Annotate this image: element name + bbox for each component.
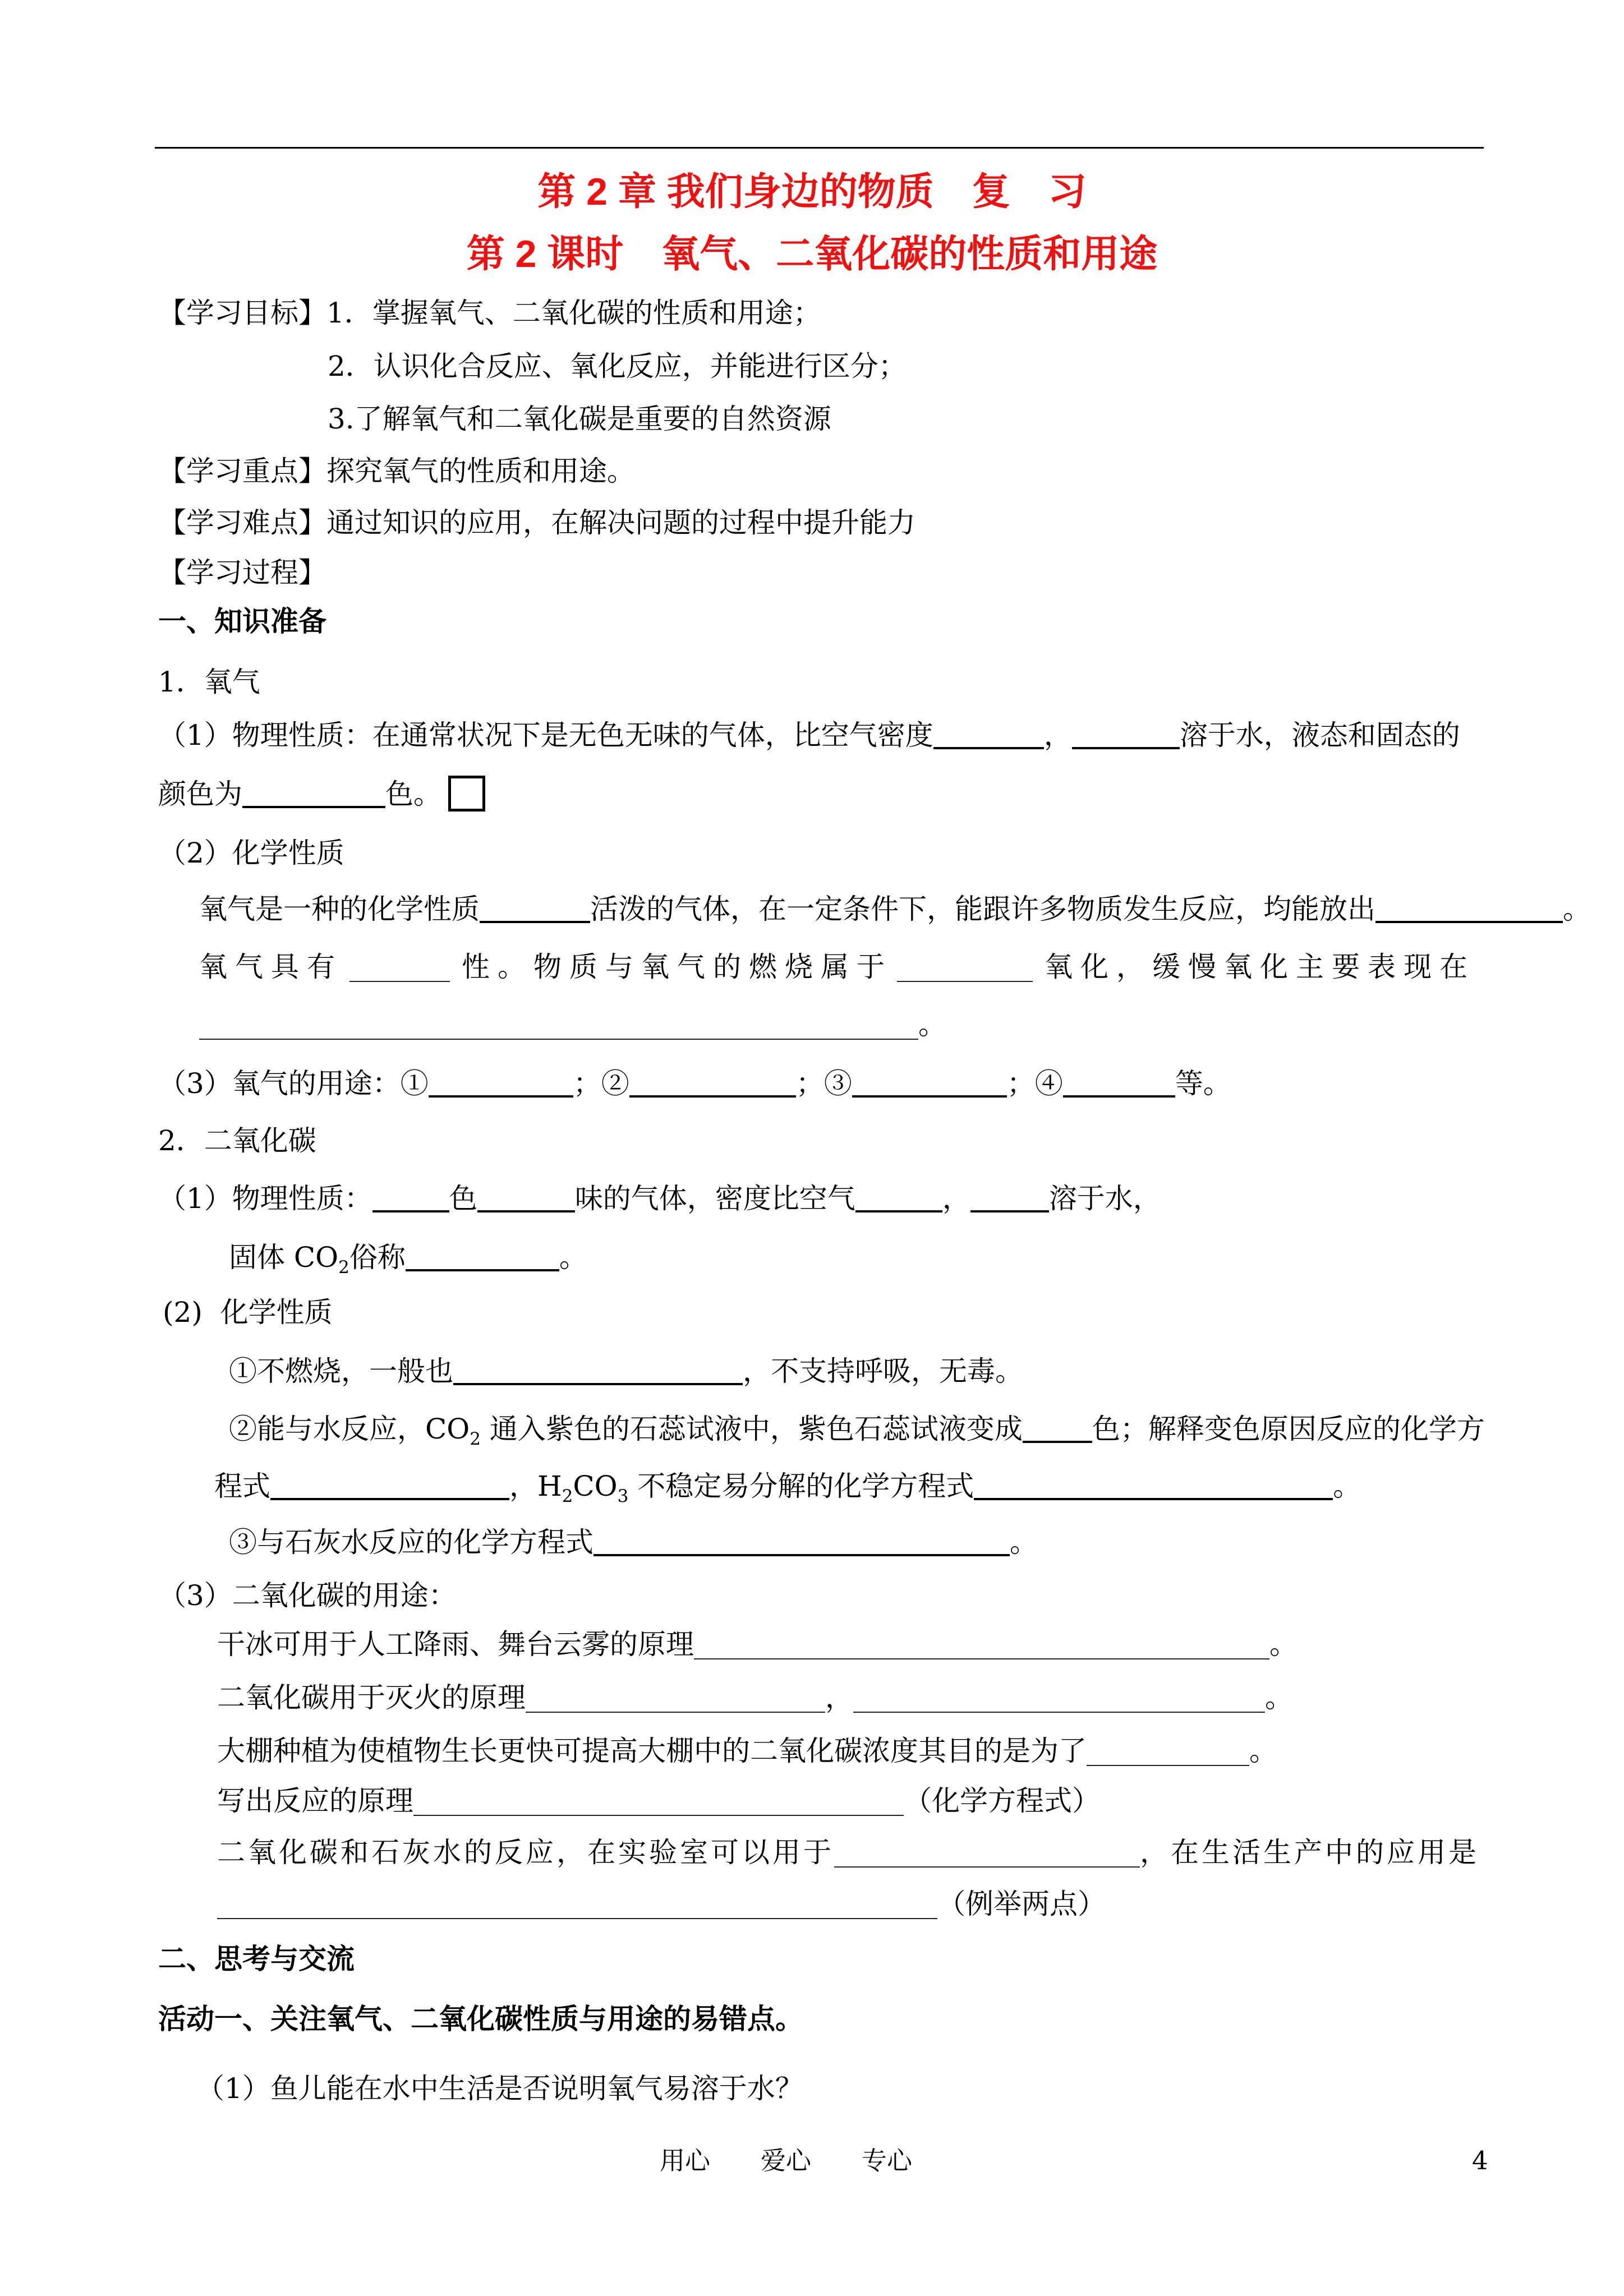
text-segment: 性。物质与氧气的燃烧属于 <box>462 951 892 983</box>
page-number: 4 <box>1472 2146 1488 2175</box>
answer-box <box>448 776 485 812</box>
text-segment: 氧气具有 <box>199 951 343 983</box>
text-segment: ，H <box>509 1470 562 1502</box>
text-segment: 。 <box>1265 1681 1293 1714</box>
co2-uses-line-6 <box>217 1884 1106 1924</box>
answer-blank <box>526 1689 825 1713</box>
objective-item: 3.了解氧气和二氧化碳是重要的自然资源 <box>328 403 831 435</box>
text-segment: （例举两点） <box>937 1888 1106 1920</box>
footer-motto: 用心 爱心 专心 <box>660 2146 913 2175</box>
key-point-text: 探究氧气的性质和用途。 <box>326 455 635 487</box>
answer-blank <box>852 1073 1007 1098</box>
question-1: （1）鱼儿能在水中生活是否说明氧气易溶于水？ <box>196 2072 803 2105</box>
oxygen-chemical-heading: （2）化学性质 <box>158 837 344 869</box>
difficult-point-text: 通过知识的应用，在解决问题的过程中提升能力 <box>326 506 915 539</box>
text-segment: （3）氧气的用途：① <box>158 1067 429 1100</box>
oxygen-chemical-line-1 <box>199 889 1591 929</box>
text-segment: ， <box>825 1681 853 1714</box>
text-segment: 溶于水， <box>1048 1182 1161 1215</box>
co2-uses-line-2 <box>217 1678 1293 1717</box>
answer-blank <box>1072 725 1180 749</box>
text-segment: 俗称 <box>349 1241 406 1274</box>
co2-uses-heading: （3）二氧化碳的用途： <box>158 1579 457 1612</box>
text-segment: 氧化，缓慢氧化主要表现在 <box>1045 951 1475 983</box>
text-segment: 。 <box>1333 1470 1361 1502</box>
subscript: 2 <box>562 1486 573 1506</box>
oxygen-heading: 1．氧气 <box>158 666 260 698</box>
co2-chemical-line-2 <box>229 1409 1485 1449</box>
difficult-point-label: 【学习难点】 <box>158 506 326 539</box>
text-segment: 色 <box>449 1182 477 1215</box>
text-segment: ，在生活生产中的应用是 <box>1140 1836 1479 1869</box>
oxygen-physical-line-2 <box>158 774 485 814</box>
text-segment: （1）物理性质： <box>158 1182 372 1215</box>
text-segment: 。 <box>1563 893 1591 925</box>
text-segment: CO <box>573 1470 618 1502</box>
co2-uses-line-1 <box>217 1625 1298 1664</box>
header-rule <box>155 147 1484 149</box>
subscript: 2 <box>338 1257 349 1278</box>
text-segment: 氧气是一种的化学性质 <box>199 893 480 925</box>
text-segment: 溶于水，液态和固态的 <box>1179 719 1460 751</box>
text-segment: 颜色为 <box>158 778 242 810</box>
text-segment: ，不支持呼吸，无毒。 <box>743 1355 1023 1387</box>
part2-heading: 二、思考与交流 <box>158 1943 355 1975</box>
objective-item: 1．掌握氧气、二氧化碳的性质和用途； <box>326 297 821 329</box>
answer-blank <box>480 898 590 923</box>
text-segment: ①不燃烧，一般也 <box>229 1355 453 1387</box>
subscript: 2 <box>470 1429 481 1449</box>
co2-physical-line-2 <box>229 1238 587 1277</box>
co2-chemical-line-3 <box>214 1467 1361 1506</box>
text-segment: 等。 <box>1175 1067 1231 1100</box>
text-segment: ③与石灰水反应的化学方程式 <box>229 1526 594 1559</box>
part1-heading: 一、知识准备 <box>158 606 326 637</box>
difficult-point-line <box>158 503 915 542</box>
text-segment: 二氧化碳和石灰水的反应，在实验室可以用于 <box>217 1836 834 1869</box>
answer-blank <box>372 1188 449 1212</box>
answer-blank <box>974 1476 1333 1500</box>
answer-blank <box>834 1844 1140 1868</box>
co2-heading: 2．二氧化碳 <box>158 1124 316 1157</box>
answer-blank <box>453 1361 743 1385</box>
oxygen-uses-line <box>158 1064 1231 1103</box>
answer-blank <box>629 1073 796 1098</box>
answer-blank <box>933 725 1044 749</box>
text-segment: 程式 <box>214 1470 270 1502</box>
co2-chemical-heading: (2) 化学性质 <box>163 1296 333 1329</box>
subscript: 3 <box>617 1486 629 1506</box>
answer-blank <box>270 1476 509 1500</box>
text-segment: 。 <box>1249 1735 1277 1767</box>
text-segment: 味的气体，密度比空气 <box>574 1182 855 1215</box>
answer-blank <box>694 1636 1269 1659</box>
activity-heading: 活动一、关注氧气、二氧化碳性质与用途的易错点。 <box>158 2003 803 2035</box>
answer-blank <box>970 1188 1049 1212</box>
answer-blank <box>413 1792 904 1816</box>
text-segment: 。 <box>1010 1526 1038 1559</box>
key-point-label: 【学习重点】 <box>158 455 326 487</box>
co2-uses-line-4 <box>217 1781 1100 1820</box>
text-segment: 不稳定易分解的化学方程式 <box>628 1470 974 1502</box>
text-segment: 二氧化碳用于灭火的原理 <box>217 1681 526 1714</box>
objectives-label: 【学习目标】 <box>158 297 326 329</box>
text-segment: 。 <box>559 1241 587 1274</box>
answer-blank <box>594 1532 1010 1556</box>
answer-blank <box>349 958 450 982</box>
oxygen-physical-line-1 <box>158 716 1460 755</box>
answer-blank <box>199 1016 918 1040</box>
objective-item: 2．认识化合反应、氧化反应，并能进行区分； <box>328 350 907 382</box>
text-segment: （1）物理性质：在通常状况下是无色无味的气体，比空气密度 <box>158 719 933 751</box>
co2-chemical-line-4 <box>229 1523 1038 1562</box>
answer-blank <box>1087 1742 1249 1766</box>
text-segment: 通入紫色的石蕊试液中，紫色石蕊试液变成 <box>480 1413 1023 1445</box>
text-segment: ；② <box>573 1067 629 1100</box>
co2-physical-line-1 <box>158 1179 1161 1218</box>
answer-blank <box>429 1073 573 1098</box>
process-label: 【学习过程】 <box>158 556 326 589</box>
text-segment: ， <box>942 1182 970 1215</box>
co2-uses-line-5 <box>217 1833 1479 1872</box>
answer-blank <box>853 1689 1265 1713</box>
answer-blank <box>217 1896 937 1919</box>
text-segment: ②能与水反应，CO <box>229 1413 470 1445</box>
co2-chemical-line-1 <box>229 1352 1023 1391</box>
answer-blank <box>406 1247 559 1271</box>
text-segment: 色。 <box>385 778 441 810</box>
text-segment: （化学方程式） <box>904 1785 1100 1817</box>
answer-blank <box>855 1188 942 1212</box>
answer-blank <box>1063 1073 1175 1098</box>
objectives-line-1 <box>158 293 821 333</box>
co2-uses-line-3 <box>217 1731 1277 1771</box>
text-segment: 固体 CO <box>229 1241 339 1274</box>
answer-blank <box>897 958 1033 982</box>
text-segment: 。 <box>1269 1628 1298 1661</box>
text-segment: 大棚种植为使植物生长更快可提高大棚中的二氧化碳浓度其目的是为了 <box>217 1735 1087 1767</box>
answer-blank <box>477 1188 575 1212</box>
oxygen-chemical-line-2 <box>199 947 1475 986</box>
lesson-subtitle: 第 2 课时 氧气、二氧化碳的性质和用途 <box>466 233 1158 275</box>
answer-blank <box>242 783 385 808</box>
text-segment: ；③ <box>795 1067 852 1100</box>
page-title: 第 2 章 我们身边的物质 复 习 <box>537 170 1087 213</box>
text-segment: 活泼的气体，在一定条件下，能跟许多物质发生反应，均能放出 <box>590 893 1375 925</box>
text-segment: 写出反应的原理 <box>217 1785 413 1817</box>
oxygen-chemical-line-3 <box>199 1005 946 1044</box>
text-segment: 。 <box>918 1008 946 1041</box>
key-point-line <box>158 451 635 491</box>
text-segment: ， <box>1043 719 1072 751</box>
answer-blank <box>1375 898 1563 923</box>
text-segment: ；④ <box>1006 1067 1063 1100</box>
text-segment: 色；解释变色原因反应的化学方 <box>1092 1413 1485 1445</box>
answer-blank <box>1023 1418 1092 1443</box>
text-segment: 干冰可用于人工降雨、舞台云雾的原理 <box>217 1628 694 1661</box>
